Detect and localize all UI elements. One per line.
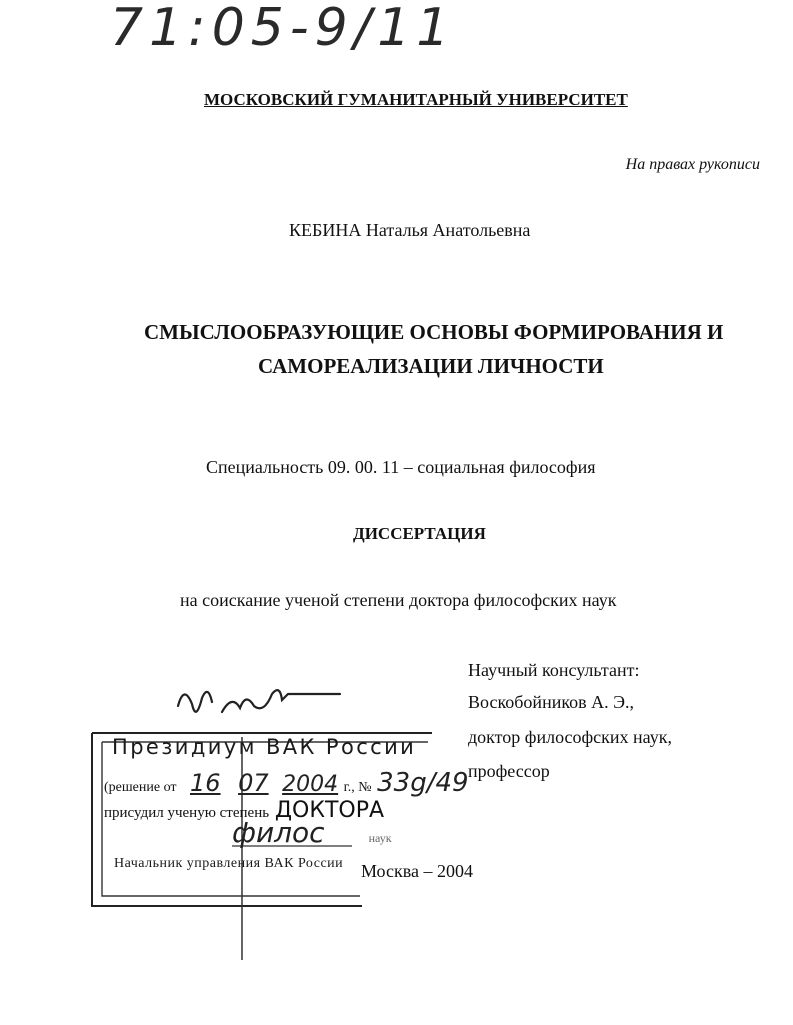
title-line-1: СМЫСЛООБРАЗУЮЩИЕ ОСНОВЫ ФОРМИРОВАНИЯ И bbox=[144, 320, 724, 344]
author-name: КЕБИНА Наталья Анатольевна bbox=[289, 220, 531, 240]
stamp-field-row bbox=[232, 816, 392, 849]
university-name: МОСКОВСКИЙ ГУМАНИТАРНЫЙ УНИВЕРСИТЕТ bbox=[204, 90, 628, 109]
stamp-decision-day: 16 bbox=[190, 769, 221, 797]
degree-line: на соискание ученой степени доктора философских наук bbox=[180, 590, 617, 610]
stamp-decision-no-label: г., № bbox=[343, 780, 372, 795]
stamp-decision-month: 07 bbox=[238, 769, 269, 797]
stamp-decision-year: 2004 bbox=[282, 772, 339, 797]
doc-type: ДИССЕРТАЦИЯ bbox=[353, 524, 486, 543]
specialty: Специальность 09. 00. 11 – социальная философия bbox=[206, 457, 596, 477]
advisor-degree: доктор философских наук, bbox=[468, 727, 672, 747]
signature-scribble bbox=[178, 690, 340, 712]
advisor-label: Научный консультант: bbox=[468, 660, 640, 680]
archive-code: 71:05-9/11 bbox=[110, 0, 456, 58]
stamp-field-suffix: наук bbox=[368, 831, 392, 845]
stamp-degree-word: ДОКТОРА bbox=[274, 798, 385, 823]
stamp-field-handwritten: филос bbox=[232, 816, 325, 849]
stamp-footer: Начальник управления ВАК России bbox=[114, 856, 344, 871]
advisor-title: профессор bbox=[468, 761, 550, 781]
advisor-name: Воскобойников А. Э., bbox=[468, 692, 635, 712]
stamp-decision-prefix: (решение от bbox=[104, 780, 177, 795]
title-line-2: САМОРЕАЛИЗАЦИИ ЛИЧНОСТИ bbox=[258, 354, 604, 378]
place-year: Москва – 2004 bbox=[361, 861, 473, 881]
stamp-header: Президиум ВАК России bbox=[112, 735, 417, 759]
stamp-decision-no: 33g/49 bbox=[377, 768, 469, 798]
stamp-decision-row bbox=[104, 768, 469, 798]
rights-note: На правах рукописи bbox=[625, 156, 760, 173]
stamp-awarded: присудил ученую степень bbox=[104, 805, 270, 821]
